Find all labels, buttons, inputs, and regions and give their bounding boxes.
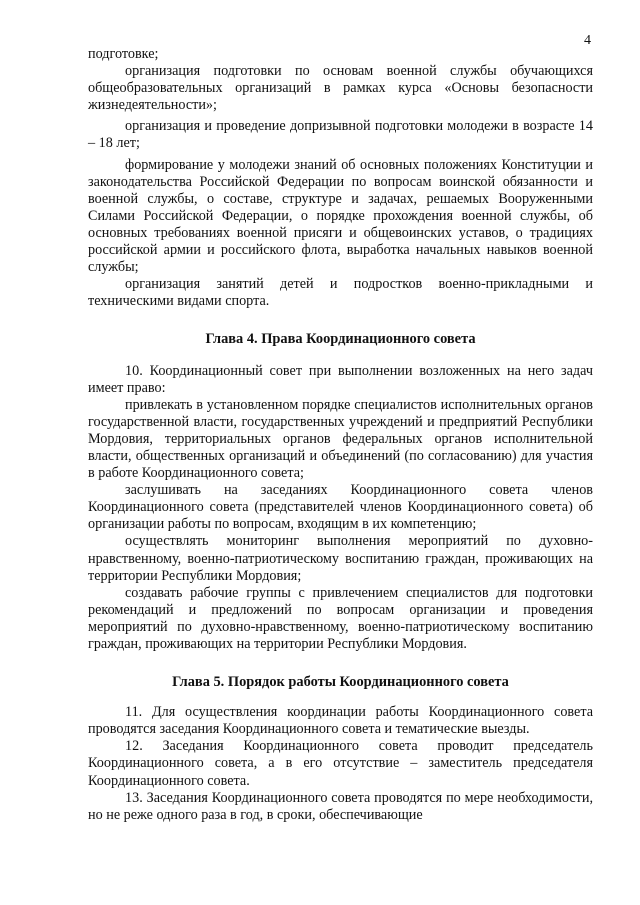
paragraph: привлекать в установленном порядке специалистов исполнительных органов государственной власти, государственных учреждений и предприятий Республики Мордовия, территориальных органов федеральных органов исполнительной власти, общественных организаций и объединений (по согласованию) для участия в работе Координационного совета; (88, 396, 593, 482)
paragraph: организация и проведение допризывной подготовки молодежи в возрасте 14 – 18 лет; (88, 118, 593, 152)
paragraph: осуществлять мониторинг выполнения мероприятий по духовно-нравственному, военно-патриотическому воспитанию граждан, проживающих на территории Республики Мордовия; (88, 533, 593, 584)
paragraph: 13. Заседания Координационного совета проводятся по мере необходимости, но не реже одного раза в год, в сроки, обеспечивающие (88, 789, 593, 823)
paragraph-continuation: подготовке; (88, 46, 159, 62)
paragraph: организация занятий детей и подростков военно-прикладными и техническими видами спорта. (88, 276, 593, 310)
paragraph: 10. Координационный совет при выполнении возложенных на него задач имеет право: (88, 362, 593, 396)
chapter-5-heading: Глава 5. Порядок работы Координационного совета (172, 674, 509, 691)
paragraph: 12. Заседания Координационного совета проводит председатель Координационного совета, а в его отсутствие – заместитель председателя Координационного совета. (88, 738, 593, 789)
paragraph: организация подготовки по основам военной службы обучающихся общеобразовательных организаций в рамках курса «Основы безопасности жизнедеятельности»; (88, 63, 593, 114)
paragraph: создавать рабочие группы с привлечением специалистов для подготовки рекомендаций и предложений по вопросам организации и проведения мероприятий по духовно-нравственному, военно-патриотическому воспитанию граждан, проживающих на территории Республики Мордовия. (88, 584, 593, 652)
chapter-4-heading: Глава 4. Права Координационного совета (205, 331, 476, 348)
paragraph: заслушивать на заседаниях Координационного совета членов Координационного совета (представителей членов Координационного совета) об организации работы по вопросам, входящим в их компетенцию; (88, 482, 593, 533)
paragraph: 11. Для осуществления координации работы Координационного совета проводятся заседания Координационного совета и тематические выезды. (88, 704, 593, 738)
document-body (88, 46, 593, 824)
paragraph: формирование у молодежи знаний об основных положениях Конституции и законодательства Российской Федерации по вопросам воинской обязанности и военной службы, о составе, структуре и задачах, решаемых Вооруженными Силами Российской Федерации, о порядке прохождения военной службы, об основных требованиях военной присяги и общевоинских уставов, о традициях российской армии и российского флота, выработка начальных навыков военной службы; (88, 156, 593, 276)
page-number: 4 (584, 33, 591, 48)
